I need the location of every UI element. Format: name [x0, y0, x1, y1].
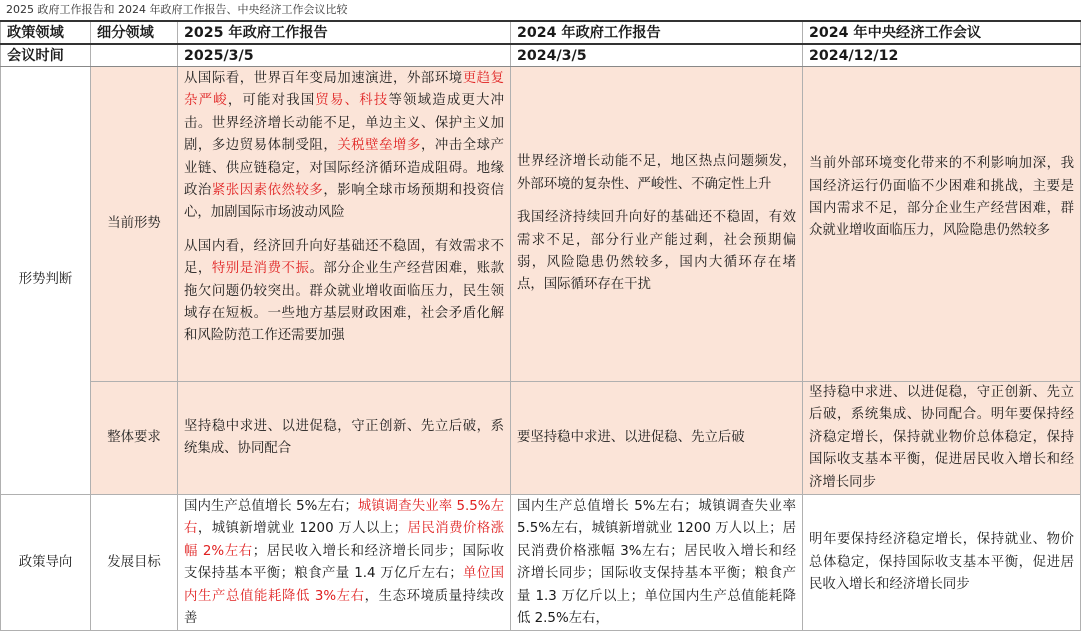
- highlighted-text: 居民消费价格涨幅 2%左右: [184, 521, 505, 559]
- para-2025-domestic: [184, 236, 504, 348]
- body-text: 等领域造成更大冲击。世界经济增长动能不足，单边主义、保护主义加剧，多边贸易体制受阻，: [184, 93, 505, 154]
- header-cewc-2024: 2024 年中央经济工作会议: [803, 21, 1081, 44]
- highlighted-text: 城镇调查失业率 5.5%左右: [184, 499, 504, 537]
- body-text: ，冲击全球产业链、供应链稳定，对国际经济循环造成阻碍。地缘政治: [184, 138, 505, 199]
- highlighted-text: 贸易、科技: [315, 93, 389, 109]
- meeting-time-blank: [91, 44, 178, 67]
- cell-2025-current: [178, 67, 511, 382]
- header-policy-domain: 政策领域: [1, 21, 91, 44]
- para-2024-goals: 国内生产总值增长 5%左右；城镇调查失业率 5.5%左右，城镇新增就业 1200 万人以上；居民消费价格涨幅 3%左右；居民收入增长和经济增长同步；国际收支保持基本平衡；粮食产量 1.3 万亿斤以上；单位国内生产总值能耗降低 2.5%左右，: [517, 499, 796, 627]
- date-cewc: 2024/12/12: [803, 44, 1081, 67]
- cell-cewc-current: [803, 67, 1081, 382]
- highlighted-text: 关税壁垒增多: [337, 138, 421, 154]
- cell-cewc-goals: [803, 495, 1081, 631]
- body-text: 。部分企业生产经营困难，账款拖欠问题仍较突出。群众就业增收面临压力，民生领域存在短板。一些地方基层财政困难，社会矛盾化解和风险防范工作还需要加强: [184, 261, 505, 344]
- para-2025-international: [184, 68, 504, 225]
- body-text: ；居民收入增长和经济增长同步；国际收支保持基本平衡；粮食产量 1.4 万亿斤左右；: [184, 543, 505, 582]
- para-2024-domestic: 我国经济持续回升向好的基础还不稳固，有效需求不足，部分行业产能过剩，社会预期偏弱，风险隐患仍然较多，国内大循环存在堵点，国际循环存在干扰: [517, 210, 796, 293]
- para-2024-world: 世界经济增长动能不足，地区热点问题频发，外部环境的复杂性、严峻性、不确定性上升: [517, 154, 796, 192]
- cell-2025-goals: [178, 495, 511, 631]
- sub-current-situation: 当前形势: [91, 67, 178, 382]
- date-2024-report: 2024/3/5: [511, 44, 803, 67]
- header-2025-report: 2025 年政府工作报告: [178, 21, 511, 44]
- header-2024-report: 2024 年政府工作报告: [511, 21, 803, 44]
- cell-2024-goals: [511, 495, 803, 631]
- cell-2025-overall: 坚持稳中求进、以进促稳，守正创新、先立后破，系统集成、协同配合: [178, 382, 511, 495]
- para-2025-goals: [184, 496, 504, 630]
- body-text: 从国际看，世界百年变局加速演进，外部环境: [184, 71, 463, 86]
- body-text: 国内生产总值增长 5%左右；: [184, 499, 358, 515]
- highlighted-text: 紧张因素依然较多: [211, 183, 324, 199]
- para-cewc-goals: 明年要保持经济稳定增长，保持就业、物价总体稳定，保持国际收支基本平衡，促进居民收入增长和经济增长同步: [809, 532, 1074, 592]
- policy-comparison-table: [0, 20, 1081, 631]
- cell-2024-overall: 要坚持稳中求进、以进促稳、先立后破: [511, 382, 803, 495]
- highlighted-text: 更趋复杂严峻: [184, 71, 504, 109]
- body-text: 从国内看，经济回升向好基础还不稳固，有效需求不足，: [184, 238, 504, 277]
- body-text: ，城镇新增就业 1200 万人以上；: [197, 521, 408, 537]
- table-caption: 2025 政府工作报告和 2024 年政府工作报告、中央经济工作会议比较: [6, 3, 348, 16]
- domain-policy-orientation: 政策导向: [1, 495, 91, 631]
- body-text: ，生态环境质量持续改善: [184, 588, 505, 627]
- cell-2024-current: [511, 67, 803, 382]
- date-2025-report: 2025/3/5: [178, 44, 511, 67]
- header-sub-domain: 细分领域: [91, 21, 178, 44]
- meeting-time-label: 会议时间: [1, 44, 91, 67]
- cell-cewc-overall: 坚持稳中求进、以进促稳，守正创新、先立后破，系统集成、协同配合。明年要保持经济稳定增长，保持就业物价总体稳定，保持国际收支基本平衡，促进居民收入增长和经济增长同步: [803, 382, 1081, 495]
- body-text: ，可能对我国: [227, 93, 316, 109]
- body-text: ，影响全球市场预期和投资信心，加剧国际市场波动风险: [184, 183, 505, 221]
- highlighted-text: 特别是消费不振: [211, 261, 310, 277]
- sub-development-goals: 发展目标: [91, 495, 178, 631]
- para-cewc-current: 当前外部环境变化带来的不利影响加深，我国经济运行仍面临不少困难和挑战，主要是国内需求不足，部分企业生产经营困难，群众就业增收面临压力，风险隐患仍然较多: [809, 156, 1074, 239]
- sub-overall-requirement: 整体要求: [91, 382, 178, 495]
- highlighted-text: 单位国内生产总值能耗降低 3%左右: [184, 566, 505, 604]
- domain-situation: 形势判断: [1, 67, 91, 495]
